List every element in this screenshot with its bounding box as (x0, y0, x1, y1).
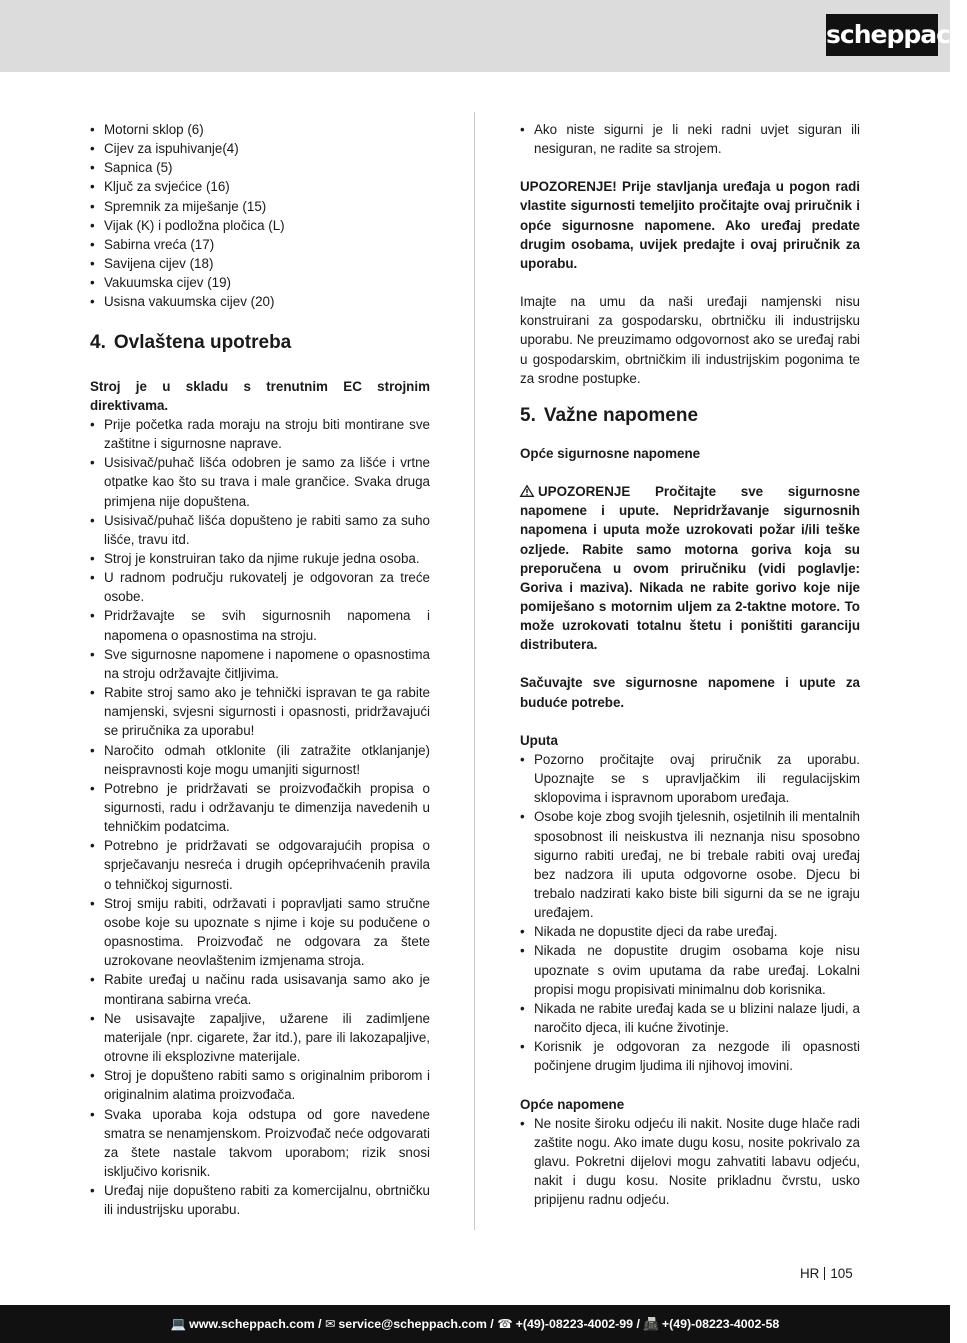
fax-number: +(49)-08223-4002-58 (661, 1317, 780, 1331)
list-item: • Vijak (K) i podložna pločica (L) (90, 216, 430, 235)
separator: / (486, 1317, 498, 1331)
contact-bar (0, 1305, 950, 1343)
section-5-heading (520, 404, 860, 428)
list-item: • Prije početka rada moraju na stroju biti montirane sve zaštitne i sigurnosne naprave. (90, 415, 430, 453)
list-item: • Ključ za svjećice (16) (90, 177, 430, 196)
right-column (520, 120, 860, 1210)
instructions-heading: Uputa (520, 732, 558, 748)
list-item: • Naročito odmah otklonite (ili zatražite otklanjanje) neispravnosti koje mogu umanjiti sigurnost! (90, 741, 430, 779)
list-item: • Stroj smiju rabiti, održavati i popravljati samo stručne osobe koje su upoznate s njime i koje su podučene o opasnostima. Proizvođač ne odgovara za štete uzrokovane neovlaštenim izmjenama stroja. (90, 894, 430, 971)
column-divider (474, 112, 475, 1230)
list-item: • Stroj je dopušteno rabiti samo s originalnim priborom i originalnim alatima proizvođača. (90, 1066, 430, 1104)
list-item: • Cijev za ispuhivanje(4) (90, 139, 430, 158)
laptop-icon: 💻 (170, 1317, 187, 1331)
general-notes-heading: Opće napomene (520, 1096, 625, 1112)
phone-number: +(49)-08223-4002-99 (515, 1317, 634, 1331)
mail-icon: ✉ (325, 1317, 336, 1331)
warning-triangle-icon (520, 485, 534, 497)
list-item: • Potrebno je pridržavati se odgovarajućih propisa o sprječavanju nesreća i drugih općeprihvaćenih pravila o tehničkoj sigurnosti. (90, 836, 430, 893)
list-item: • Sabirna vreća (17) (90, 235, 430, 254)
list-item: • Sve sigurnosne napomene i napomene o opasnostima na stroju održavajte čitljivima. (90, 645, 430, 683)
list-item: • Svaka uporaba koja odstupa od gore navedene smatra se nenamjenskom. Proizvođač neće odgovarati za štete nastale takvom uporabom; rizik snosi isključivo korisnik. (90, 1105, 430, 1182)
section-5-number: 5. (520, 404, 536, 426)
safety-warning (520, 482, 860, 654)
section-4-heading (90, 331, 430, 355)
list-item: • Ako niste sigurni je li neki radni uvjet siguran ili nesiguran, ne radite sa strojem. (520, 120, 860, 158)
list-item: • Nikada ne rabite uređaj kada se u blizini nalaze ljudi, a naročito djeca, ili kućne životinje. (520, 999, 860, 1037)
list-item: • Vakuumska cijev (19) (90, 273, 430, 292)
parts-list (90, 120, 430, 312)
list-item: • Spremnik za miješanje (15) (90, 197, 430, 216)
list-item: • Pridržavajte se svih sigurnosnih napomena i napomena o opasnostima na stroju. (90, 606, 430, 644)
keep-instructions-notice: Sačuvajte sve sigurnosne napomene i upute za buduće potrebe. (520, 675, 860, 710)
list-item: • Motorni sklop (6) (90, 120, 430, 139)
commercial-use-note: Imajte na umu da naši uređaji namjenski nisu konstruirani za gospodarsku, obrtničku ili industrijsku uporabu. Ne preuzimamo odgovornost ako se uređaj rabi u gospodarskim, obrtničkim ili industrijskim pogonima te za srodne postupke. (520, 294, 860, 386)
general-safety-heading: Opće sigurnosne napomene (520, 445, 701, 461)
list-item: • Stroj je konstruiran tako da njime rukuje jedna osoba. (90, 549, 430, 568)
list-item: • Ne usisavajte zapaljive, užarene ili zadimljene materijale (npr. cigarete, žar itd.), pare ili lakozapaljive, otrovne ili eksplozivne materijale. (90, 1009, 430, 1066)
list-item: • Usisivač/puhač lišća odobren je samo za lišće i vrtne otpatke kao što su trava i male grančice. Svaka druga primjena nije dopuštena. (90, 453, 430, 510)
general-notes-list (520, 1114, 860, 1210)
list-item: • Savijena cijev (18) (90, 254, 430, 273)
list-item: • Pozorno pročitajte ovaj priručnik za uporabu. Upoznajte se s upravljačkim ili regulacijskim sklopovima i ispravnom uporabom uređaja. (520, 750, 860, 807)
instructions-list (520, 750, 860, 1076)
list-item: • Usisna vakuumska cijev (20) (90, 292, 430, 311)
brand-logo: scheppach (826, 14, 938, 56)
separator: / (633, 1317, 644, 1331)
section-5-title: Važne napomene (543, 404, 699, 426)
page-number-value: 105 (830, 1266, 853, 1281)
list-item: • Korisnik je odgovoran za nezgode ili opasnosti počinjene drugim ljudima ili njihovoj imovini. (520, 1037, 860, 1075)
email-link[interactable]: service@scheppach.com (338, 1317, 487, 1331)
page-separator (824, 1267, 825, 1280)
warning-read-manual: UPOZORENJE! Prije stavljanja uređaja u pogon radi vlastite sigurnosti temeljito pročitajte ovaj priručnik i opće sigurnosne napomene. Ako uređaj predate drugim osobama, uvijek predajte i ovaj priručnik za uporabu. (520, 179, 860, 271)
list-item: • Osobe koje zbog svojih tjelesnih, osjetilnih ili mentalnih sposobnost ili neiskustva ili neznanja nisu sposobno sigurno rabiti uređaj, ne bi trebale rabiti ovaj uređaj bez nadzora ili uputa odgovorne osobe. Djecu bi trebalo nadzirati kako biste bili sigurni da se ne igraju uređajem. (520, 807, 860, 922)
page-number (800, 1265, 853, 1283)
list-item: • Nikada ne dopustite drugim osobama koje nisu upoznate s ovim uputama da rabe uređaj. Lokalni propisi mogu propisivati minimalnu dob korisnika. (520, 941, 860, 998)
list-item: • Potrebno je pridržavati se proizvođačkih propisa o sigurnosti, radu i održavanju te dimenzija navedenih u tehničkim podatcima. (90, 779, 430, 836)
separator: / (314, 1317, 326, 1331)
list-item: • Rabite stroj samo ako je tehnički ispravan te ga rabite namjenski, svjesni sigurnosti i opasnosti, pridržavajući se priručnika za uporabu! (90, 683, 430, 740)
list-item: • U radnom području rukovatelj je odgovoran za treće osobe. (90, 568, 430, 606)
list-item: • Usisivač/puhač lišća dopušteno je rabiti samo za suho lišće, travu itd. (90, 511, 430, 549)
list-item: • Rabite uređaj u načinu rada usisavanja samo ako je montirana sabirna vreća. (90, 970, 430, 1008)
list-item: • Uređaj nije dopušteno rabiti za komercijalnu, obrtničku ili industrijsku uporabu. (90, 1181, 430, 1219)
website-link[interactable]: www.scheppach.com (189, 1317, 315, 1331)
header-band (0, 0, 967, 72)
list-item: • Nikada ne dopustite djeci da rabe uređaj. (520, 922, 860, 941)
safety-warning-text: UPOZORENJE Pročitajte sve sigurnosne napomene i upute. Nepridržavanje sigurnosnih napomena i uputa može uzrokovati požar i/ili teške ozljede. Rabite samo motorna goriva koja su preporučena u ovom priručniku (vidi poglavlje: Goriva i maziva). Nikada ne rabite gorivo koje nije pomiješano s motornim uljem za 2-taktne motore. To može uzrokovati totalnu štetu i poništiti garanciju distributera. (520, 484, 860, 653)
authorized-use-list (90, 415, 430, 1220)
language-code: HR (800, 1266, 820, 1281)
list-item: • Ne nosite široku odjeću ili nakit. Nosite duge hlače radi zaštite nogu. Ako imate dugu kosu, nosite pokrivalo za glavu. Pokretni dijelovi mogu zahvatiti labavu odjeću, nakit i dugu kosu. Nosite prikladnu čvrstu, usko pripijenu radnu odjeću. (520, 1114, 860, 1210)
phone-icon: ☎ (497, 1317, 513, 1331)
left-column (90, 120, 430, 1219)
section-4-number: 4. (90, 331, 106, 353)
section-4-title: Ovlaštena upotreba (113, 331, 292, 353)
section-4-intro: Stroj je u skladu s trenutnim EC strojnim direktivama. (90, 378, 430, 413)
fax-icon: 📠 (643, 1317, 659, 1331)
list-item: • Sapnica (5) (90, 158, 430, 177)
